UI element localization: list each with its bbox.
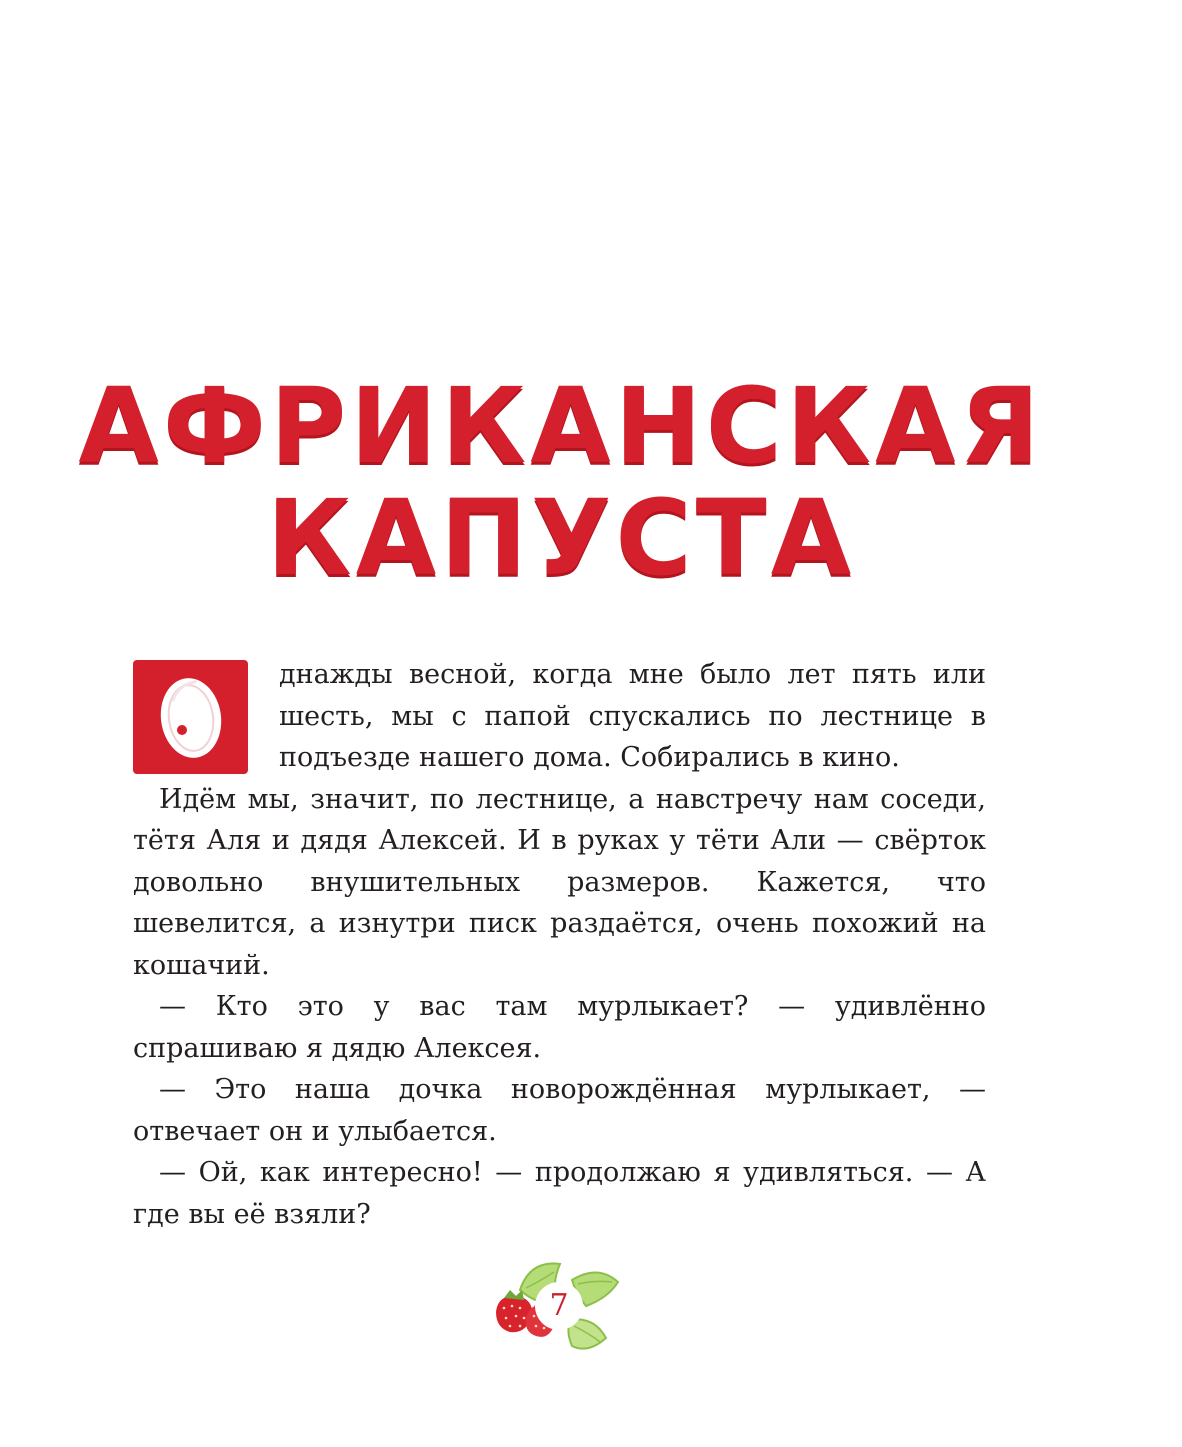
paragraph-1: днажды весной, когда мне было лет пять или шесть, мы с папой спускались по лестнице в подъезде нашего дома. Собирались в кино. — [279, 659, 986, 773]
paragraph-4: — Это наша дочка новорождённая мурлыкает, — отвечает он и улыбается. — [133, 1074, 986, 1147]
chapter-title-line-1: АФРИКАНСКАЯ — [78, 364, 1044, 487]
paragraph-3: — Кто это у вас там мурлыкает? — удивлённо спрашиваю я дядю Алексея. — [133, 991, 986, 1064]
chapter-title-line-2: КАПУСТА — [266, 476, 856, 599]
chapter-title — [0, 366, 1122, 598]
story-text — [133, 654, 986, 1235]
paragraph-2: Идём мы, значит, по лестнице, а навстречу нам соседи, тётя Аля и дядя Алексей. И в руках у тёти Али — свёрток довольно внушительных размеров. Кажется, что шевелится, а изнутри писк раздаётся, очень похожий на кошачий. — [133, 783, 986, 981]
page-number: 7 — [549, 1288, 569, 1323]
paragraph-5: — Ой, как интересно! — продолжаю я удивляться. — А где вы её взяли? — [133, 1157, 986, 1230]
